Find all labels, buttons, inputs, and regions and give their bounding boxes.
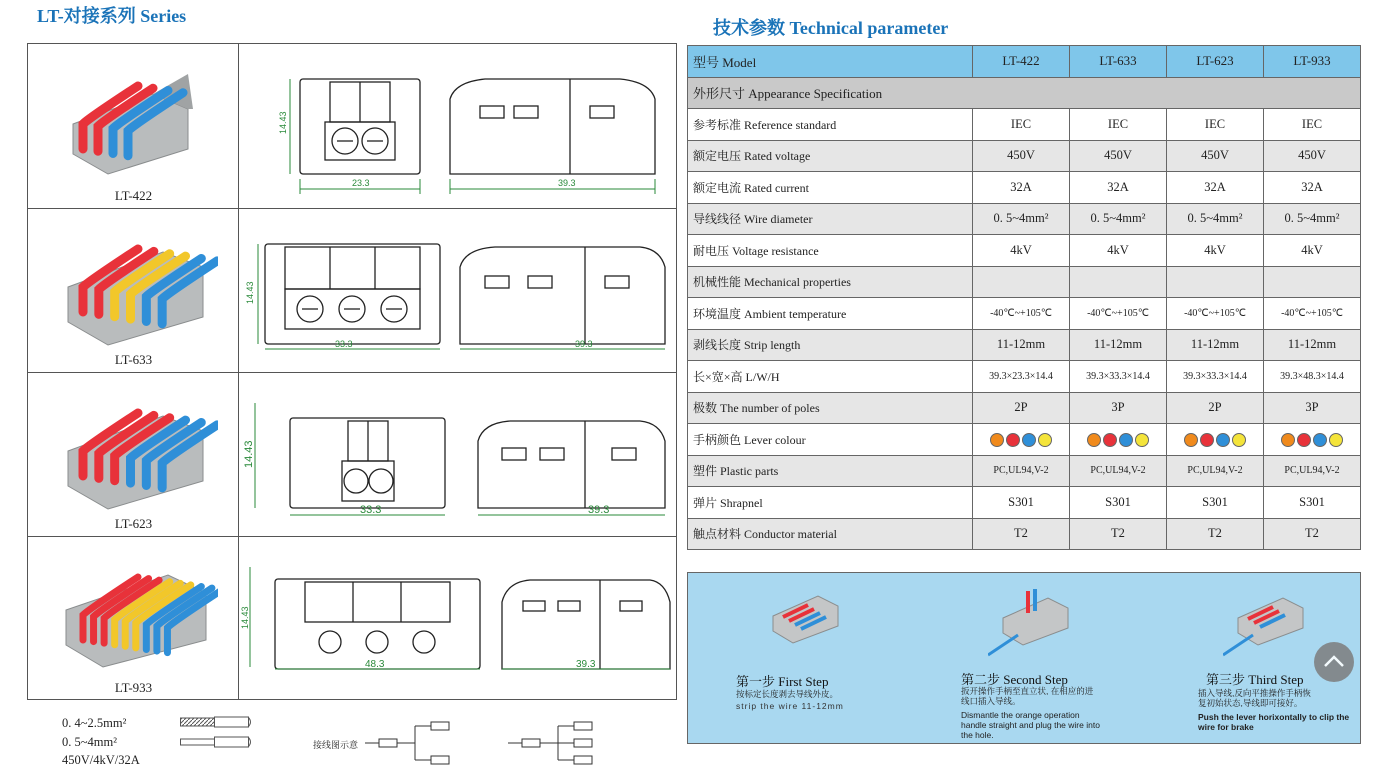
param-value: IEC: [973, 109, 1070, 141]
model-name: LT-933: [1264, 46, 1361, 78]
parameter-table: [687, 45, 1361, 550]
param-value: IEC: [1070, 109, 1167, 141]
length-dimension: 39.3: [558, 178, 576, 188]
scroll-top-button[interactable]: [1314, 642, 1354, 682]
param-value: -40℃~+105℃: [1167, 298, 1264, 330]
lever-colour-swatches: [1281, 433, 1343, 447]
param-value: [1264, 266, 1361, 298]
colour-swatch: [1297, 433, 1311, 447]
height-dimension: 14.43: [240, 606, 250, 629]
param-value: S301: [1167, 487, 1264, 519]
product-label: LT-422: [114, 188, 153, 203]
param-row: [688, 455, 1361, 487]
param-value: 450V: [1070, 140, 1167, 172]
colour-swatch: [1313, 433, 1327, 447]
wire-symbol-striped: [180, 716, 255, 730]
colour-swatch: [990, 433, 1004, 447]
installation-steps: [687, 572, 1361, 744]
colour-swatch: [1038, 433, 1052, 447]
colour-swatch: [1103, 433, 1117, 447]
front-view: [300, 79, 420, 174]
param-label: 长×宽×高 L/W/H: [688, 361, 973, 393]
param-value: S301: [973, 487, 1070, 519]
connector-photo: [58, 54, 208, 179]
step-2-title: 第二步 Second Step: [961, 672, 1068, 687]
wiring-diagram-label: 接线图示意: [313, 741, 359, 751]
series-table: [27, 43, 677, 700]
wire-spec-2: 0. 5~4mm²: [62, 735, 117, 749]
param-value: [973, 424, 1070, 456]
param-value: 4kV: [1167, 235, 1264, 267]
param-value: 32A: [1070, 172, 1167, 204]
param-value: 450V: [973, 140, 1070, 172]
param-value: -40℃~+105℃: [973, 298, 1070, 330]
param-label: 环境温度 Ambient temperature: [688, 298, 973, 330]
connector-photo: [58, 381, 218, 511]
model-name: LT-422: [973, 46, 1070, 78]
height-dimension: 14.43: [278, 111, 288, 134]
param-value: 450V: [1264, 140, 1361, 172]
dimension-drawing: [240, 209, 676, 372]
param-row: [688, 361, 1361, 393]
param-value: 0. 5~4mm²: [1070, 203, 1167, 235]
param-value: 0. 5~4mm²: [1264, 203, 1361, 235]
param-value: PC,UL94,V-2: [973, 455, 1070, 487]
wiring-diagram-3p: [508, 718, 603, 768]
series-row-lt-422: [28, 44, 676, 209]
product-label: LT-633: [114, 352, 153, 367]
param-value: T2: [1167, 518, 1264, 550]
connector-photo: [58, 217, 218, 347]
rating-spec: 450V/4kV/32A: [62, 753, 140, 767]
length-dimension: 39.3: [575, 339, 593, 349]
wire-spec-1: 0. 4~2.5mm²: [62, 716, 127, 730]
param-value: 39.3×48.3×14.4: [1264, 361, 1361, 393]
param-value: -40℃~+105℃: [1264, 298, 1361, 330]
lever-colour-swatches: [1184, 433, 1246, 447]
param-value: 32A: [973, 172, 1070, 204]
param-row: [688, 235, 1361, 267]
step-1-desc-cn: 按标定长度剥去导线外皮。: [736, 689, 839, 699]
step-3-title: 第三步 Third Step: [1206, 672, 1304, 687]
connector-photo: [58, 545, 218, 670]
colour-swatch: [1119, 433, 1133, 447]
param-label: 极数 The number of poles: [688, 392, 973, 424]
step-3-desc-en: Push the lever horixontally to clip the wire for brake: [1198, 712, 1350, 732]
series-title: LT-对接系列 Series: [37, 6, 187, 26]
param-label: 额定电压 Rated voltage: [688, 140, 973, 172]
lever-colour-swatches: [1087, 433, 1149, 447]
param-row: [688, 424, 1361, 456]
param-value: PC,UL94,V-2: [1264, 455, 1361, 487]
chevron-up-icon: [1314, 642, 1354, 682]
height-dimension: 14.43: [243, 440, 255, 468]
param-label: 弹片 Shrapnel: [688, 487, 973, 519]
width-dimension: 48.3: [365, 659, 385, 670]
param-label: 手柄颜色 Lever colour: [688, 424, 973, 456]
param-value: [1070, 266, 1167, 298]
param-value: [1167, 266, 1264, 298]
colour-swatch: [1184, 433, 1198, 447]
param-row: [688, 518, 1361, 550]
wiring-diagram-2p: [365, 718, 460, 768]
param-value: S301: [1070, 487, 1167, 519]
param-row: [688, 172, 1361, 204]
product-label: LT-933: [114, 680, 153, 695]
series-row-lt-623: [28, 373, 676, 537]
colour-swatch: [1232, 433, 1246, 447]
param-value: 32A: [1264, 172, 1361, 204]
param-row: [688, 329, 1361, 361]
param-value: [1167, 424, 1264, 456]
param-value: IEC: [1264, 109, 1361, 141]
colour-swatch: [1200, 433, 1214, 447]
product-image-cell: [28, 537, 239, 700]
step-1-image: [763, 581, 843, 646]
width-dimension: 33.3: [360, 504, 382, 516]
param-label: 机械性能 Mechanical properties: [688, 266, 973, 298]
param-row: [688, 203, 1361, 235]
param-row: [688, 487, 1361, 519]
param-value: T2: [1070, 518, 1167, 550]
param-value: [1070, 424, 1167, 456]
step-3-image: [1223, 583, 1308, 658]
param-label: 型号 Model: [688, 46, 973, 78]
length-dimension: 39.3: [576, 659, 596, 670]
param-value: PC,UL94,V-2: [1070, 455, 1167, 487]
param-value: 450V: [1167, 140, 1264, 172]
param-value: [1264, 424, 1361, 456]
param-row: [688, 298, 1361, 330]
param-value: 3P: [1264, 392, 1361, 424]
param-value: 39.3×23.3×14.4: [973, 361, 1070, 393]
param-value: T2: [1264, 518, 1361, 550]
param-label: 额定电流 Rated current: [688, 172, 973, 204]
param-section-row: [688, 77, 1361, 109]
param-label: 触点材料 Conductor material: [688, 518, 973, 550]
step-1-title: 第一步 First Step: [736, 674, 829, 689]
step-2-desc-en: Dismantle the orange operation handle straight and plug the wire into the hole.: [961, 710, 1100, 740]
section-label: 外形尺寸 Appearance Specification: [688, 77, 1361, 109]
colour-swatch: [1006, 433, 1020, 447]
param-value: T2: [973, 518, 1070, 550]
parameter-title: 技术参数 Technical parameter: [713, 18, 949, 38]
param-label: 导线线径 Wire diameter: [688, 203, 973, 235]
param-value: 32A: [1167, 172, 1264, 204]
param-row: [688, 266, 1361, 298]
width-dimension: 33.3: [335, 339, 353, 349]
dimension-drawing: [240, 373, 676, 536]
param-value: 4kV: [973, 235, 1070, 267]
param-label: 耐电压 Voltage resistance: [688, 235, 973, 267]
product-label: LT-623: [114, 516, 153, 531]
param-value: IEC: [1167, 109, 1264, 141]
param-value: 4kV: [1264, 235, 1361, 267]
step-1-desc-en: strip the wire 11-12mm: [736, 701, 844, 711]
step-2-image: [988, 583, 1073, 658]
param-value: 39.3×33.3×14.4: [1070, 361, 1167, 393]
param-value: S301: [1264, 487, 1361, 519]
series-row-lt-933: [28, 537, 676, 700]
colour-swatch: [1216, 433, 1230, 447]
param-value: [973, 266, 1070, 298]
param-label: 塑件 Plastic parts: [688, 455, 973, 487]
width-dimension: 23.3: [352, 178, 370, 188]
param-value: 11-12mm: [1167, 329, 1264, 361]
param-value: 39.3×33.3×14.4: [1167, 361, 1264, 393]
param-value: 4kV: [1070, 235, 1167, 267]
param-value: 2P: [1167, 392, 1264, 424]
param-value: 11-12mm: [1264, 329, 1361, 361]
colour-swatch: [1281, 433, 1295, 447]
param-value: 0. 5~4mm²: [973, 203, 1070, 235]
step-3-desc-cn: 插入导线,反向平推操作手柄恢复初始状态,导线即可接好。: [1198, 688, 1311, 708]
param-value: 2P: [973, 392, 1070, 424]
product-image-cell: [28, 209, 239, 372]
side-view: [450, 79, 655, 174]
colour-swatch: [1087, 433, 1101, 447]
param-value: PC,UL94,V-2: [1167, 455, 1264, 487]
param-row: [688, 392, 1361, 424]
param-label: 参考标准 Reference standard: [688, 109, 973, 141]
height-dimension: 14.43: [245, 281, 255, 304]
param-value: 0. 5~4mm²: [1167, 203, 1264, 235]
colour-swatch: [1135, 433, 1149, 447]
param-value: 11-12mm: [1070, 329, 1167, 361]
colour-swatch: [1022, 433, 1036, 447]
colour-swatch: [1329, 433, 1343, 447]
param-row: [688, 109, 1361, 141]
product-image-cell: [28, 373, 239, 536]
lever-colour-swatches: [990, 433, 1052, 447]
series-row-lt-633: [28, 209, 676, 373]
dimension-drawing: [240, 537, 676, 700]
step-2-desc-cn: 扳开操作手柄至直立状, 在相应的进线口插入导线。: [961, 686, 1094, 706]
model-name: LT-623: [1167, 46, 1264, 78]
param-value: 11-12mm: [973, 329, 1070, 361]
param-row: [688, 140, 1361, 172]
wire-symbol-plain: [180, 736, 255, 750]
product-image-cell: [28, 44, 239, 208]
param-label: 剥线长度 Strip length: [688, 329, 973, 361]
length-dimension: 39.3: [588, 504, 610, 516]
model-name: LT-633: [1070, 46, 1167, 78]
param-value: 3P: [1070, 392, 1167, 424]
param-header-row: [688, 46, 1361, 78]
dimension-drawing: [240, 44, 676, 208]
param-value: -40℃~+105℃: [1070, 298, 1167, 330]
